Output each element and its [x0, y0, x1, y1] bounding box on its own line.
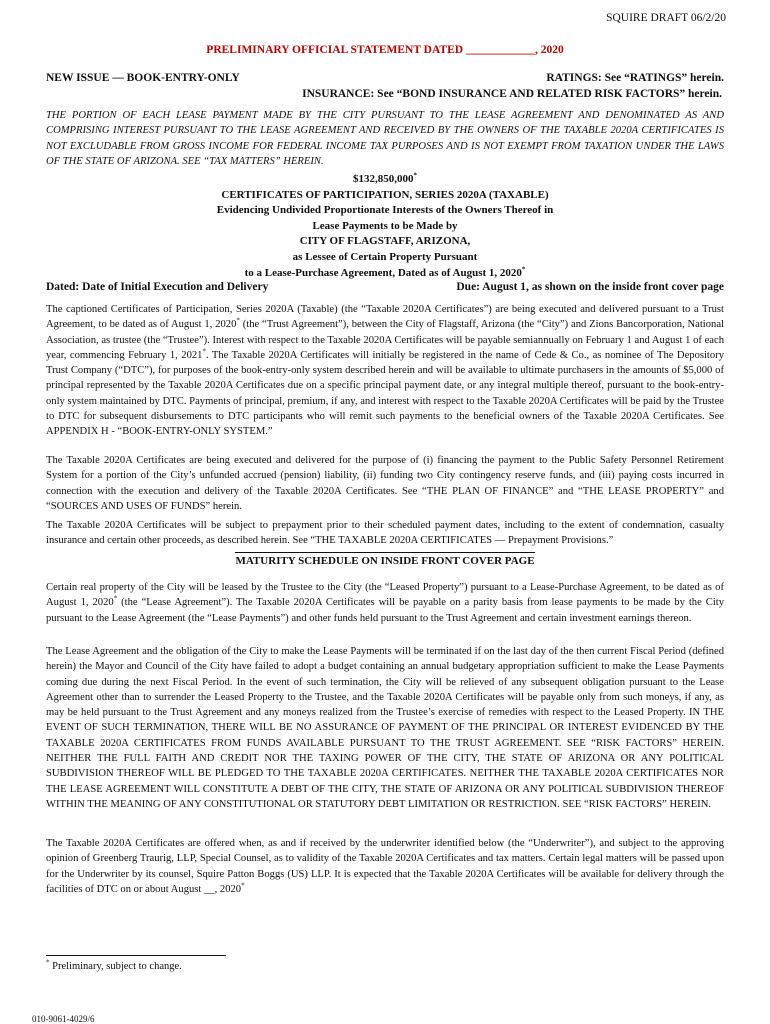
footnote-mark: *: [46, 958, 50, 967]
footnote-divider: [46, 955, 226, 956]
amount-footnote-mark: *: [413, 171, 417, 180]
title-line-6-mark: *: [521, 264, 526, 273]
paragraph-purpose: The Taxable 2020A Certificates are being executed and delivered for the purpose of (i) financing the payment to the Public Safety Personnel Retirement System for a portion of the City’s unfunded accrued (pension) liability, (ii) funding two City contingency reserve funds, and (iii) paying costs incurred in connection with the execution and delivery of the Taxable 2020A Certificates. See “THE PLAN OF FINANCE” and “THE LEASE PROPERTY” and “SOURCES AND USES OF FUNDS” herein.: [46, 455, 724, 512]
p6-part-a: The Taxable 2020A Certificates are offered when, as and if received by the underwriter identified below (the “Underwriter”), and subject to the approving opinion of Greenberg Traurig, LLP, Special Counsel, as to validity of the Taxable 2020A Certificates and tax matters. Certain legal matters will be passed upon for the Underwriter by its counsel, Squire Patton Boggs (US) LLP. It is expected that the Taxable 2020A Certificates will be available for delivery through the facilities of DTC on or about August __, 2020: [46, 838, 724, 895]
title-line-6: [0, 266, 770, 282]
title-line-4: CITY OF FLAGSTAFF, ARIZONA,: [299, 235, 471, 248]
p4-part-a: Certain real property of the City will be leased by the Trustee to the City (the “Leased Property”) pursuant to a Lease-Purchase Agreement, to be dated as of August 1, 2020: [46, 582, 724, 609]
draft-label: SQUIRE DRAFT 06/2/20: [606, 12, 726, 24]
p1-part-c: . The Taxable 2020A Certificates will initially be registered in the name of Cede & Co., as nominee of The Depository Trust Company (“DTC”), for purposes of the book-entry-only system described herein and will be available to ultimate purchasers in the amounts of $5,000 of principal represented by the Taxable 2020A Certificates due on a specific principal payment date, or any integral multiple thereof, pursuant to the book-entry-only system maintained by DTC. Payments of principal, premium, if any, and interest with respect to the Taxable 2020A Certificates will be paid by the Trustee to DTC for subsequent disbursements to DTC participants who will remit such payments to the beneficial owners of the Taxable 2020A Certificates. See APPENDIX H - “BOOK-ENTRY-ONLY SYSTEM.”: [46, 349, 724, 438]
title-line-6-text: to a Lease-Purchase Agreement, Dated as of August 1, 2020: [244, 266, 522, 279]
paragraph-termination: The Lease Agreement and the obligation of the City to make the Lease Payments will be terminated if on the last day of the then current Fiscal Period (defined herein) the Mayor and Council of the City have failed to adopt a budget containing an annual budgetary appropriation sufficient to make the Lease Payments coming due during the next Fiscal Period. In the event of such termination, the City will be relieved of any subsequent obligation pursuant to the Lease Agreement other than to surrender the Leased Property to the Trustee, and the Taxable 2020A Certificates will be payable only from such moneys, if any, as may be held pursuant to the Trust Agreement and any moneys realized from the Trustee’s exercise of remedies with respect to the Leased Property. IN THE EVENT OF SUCH TERMINATION, THERE WILL BE NO ASSURANCE OF PAYMENT OF THE PRINCIPAL OR INTEREST EVIDENCED BY THE TAXABLE 2020A CERTIFICATES FROM FUNDS AVAILABLE PURSUANT TO THE TRUST AGREEMENT. SEE “RISK FACTORS” HEREIN. NEITHER THE FULL FAITH AND CREDIT NOR THE TAXING POWER OF THE CITY, THE STATE OF ARIZONA OR ANY POLITICAL SUBDIVISION THEREOF WILL BE PLEDGED TO THE TAXABLE 2020A CERTIFICATES. NEITHER THE TAXABLE 2020A CERTIFICATES NOR THE LEASE AGREEMENT WILL CONSTITUTE A DEBT OF THE CITY, THE STATE OF ARIZONA OR ANY POLITICAL SUBDIVISION THEREOF WITHIN THE MEANING OF ANY CONSTITUTIONAL OR STATUTORY DEBT LIMITATION OR RESTRICTION. SEE “RISK FACTORS” HEREIN.: [46, 646, 724, 810]
new-issue-label: NEW ISSUE — BOOK-ENTRY-ONLY: [46, 72, 240, 84]
p1-part-b: (the “Trust Agreement”), between the City of Flagstaff, Arizona (the “City”) and Zions Bancorporation, National Association, as trustee (the “Trustee”). Interest with respect to the Taxable 2020A Certificates will be payable semiannually on February 1 and August 1 of each year, commencing February 1, 2021: [46, 319, 724, 361]
p4-part-b: (the “Lease Agreement”). The Taxable 2020A Certificates will be payable on a parity basis from lease payments to be made by the City pursuant to the Lease Agreement (the “Lease Payments”) and other funds held pursuant to the Trust Agreement and certain investment earnings thereon.: [46, 597, 724, 624]
dated-label: Dated: Date of Initial Execution and Delivery: [46, 281, 269, 293]
p4-footnote-mark: *: [113, 594, 118, 603]
maturity-schedule-heading: [0, 555, 770, 567]
ratings-label: RATINGS: See “RATINGS” herein.: [546, 72, 724, 84]
p1-footnote-mark-2: *: [202, 347, 206, 356]
title-block: [0, 172, 770, 281]
title-line-3: Lease Payments to be Made by: [312, 219, 458, 232]
title-line-5: as Lessee of Certain Property Pursuant: [292, 250, 478, 263]
footnote-text: Preliminary, subject to change.: [52, 961, 182, 972]
document-number: 010-9061-4029/6: [32, 1014, 95, 1024]
issue-ratings-row: [46, 72, 724, 84]
tax-notice: THE PORTION OF EACH LEASE PAYMENT MADE BY THE CITY PURSUANT TO THE LEASE AGREEMENT AND DENOMINATED AS AND COMPRISING INTEREST PURSUANT TO THE LEASE AGREEMENT AND RECEIVED BY THE OWNERS OF THE TAXABLE 2020A CERTIFICATES IS NOT EXCLUDABLE FROM GROSS INCOME FOR FEDERAL INCOME TAX PURPOSES AND IS NOT EXEMPT FROM TAXATION UNDER THE LAWS OF THE STATE OF ARIZONA. SEE “TAX MATTERS” HEREIN.: [46, 110, 724, 168]
title-line-1: CERTIFICATES OF PARTICIPATION, SERIES 2020A (TAXABLE): [221, 188, 549, 201]
p6-footnote-mark: *: [241, 881, 245, 890]
paragraph-lease-agreement: [46, 580, 724, 626]
insurance-label: INSURANCE: See “BOND INSURANCE AND RELATED RISK FACTORS” herein.: [302, 88, 722, 100]
due-label: Due: August 1, as shown on the inside front cover page: [456, 281, 724, 293]
footnote: [46, 958, 182, 972]
principal-amount: $132,850,000: [353, 173, 414, 185]
title-line-2: Evidencing Undivided Proportionate Interests of the Owners Thereof in: [216, 204, 554, 217]
paragraph-certificates-overview: [46, 302, 724, 440]
amount-line: [0, 172, 770, 188]
dated-due-row: [46, 281, 724, 293]
maturity-schedule-text: MATURITY SCHEDULE ON INSIDE FRONT COVER PAGE: [235, 552, 534, 567]
paragraph-offering: [46, 836, 724, 897]
preliminary-statement-heading: PRELIMINARY OFFICIAL STATEMENT DATED ____________, 2020: [206, 44, 564, 56]
paragraph-prepayment: The Taxable 2020A Certificates will be subject to prepayment prior to their scheduled payment dates, including to the extent of condemnation, casualty insurance and certain other proceeds, as described herein. See “THE TAXABLE 2020A CERTIFICATES — Prepayment Provisions.”: [46, 520, 724, 547]
p1-footnote-mark-1: *: [236, 316, 240, 325]
p1-part-a: The captioned Certificates of Participation, Series 2020A (Taxable) (the “Taxable 2020A Certificates”) are being executed and delivered pursuant to a Trust Agreement, to be dated as of August 1, 2020: [46, 304, 724, 331]
